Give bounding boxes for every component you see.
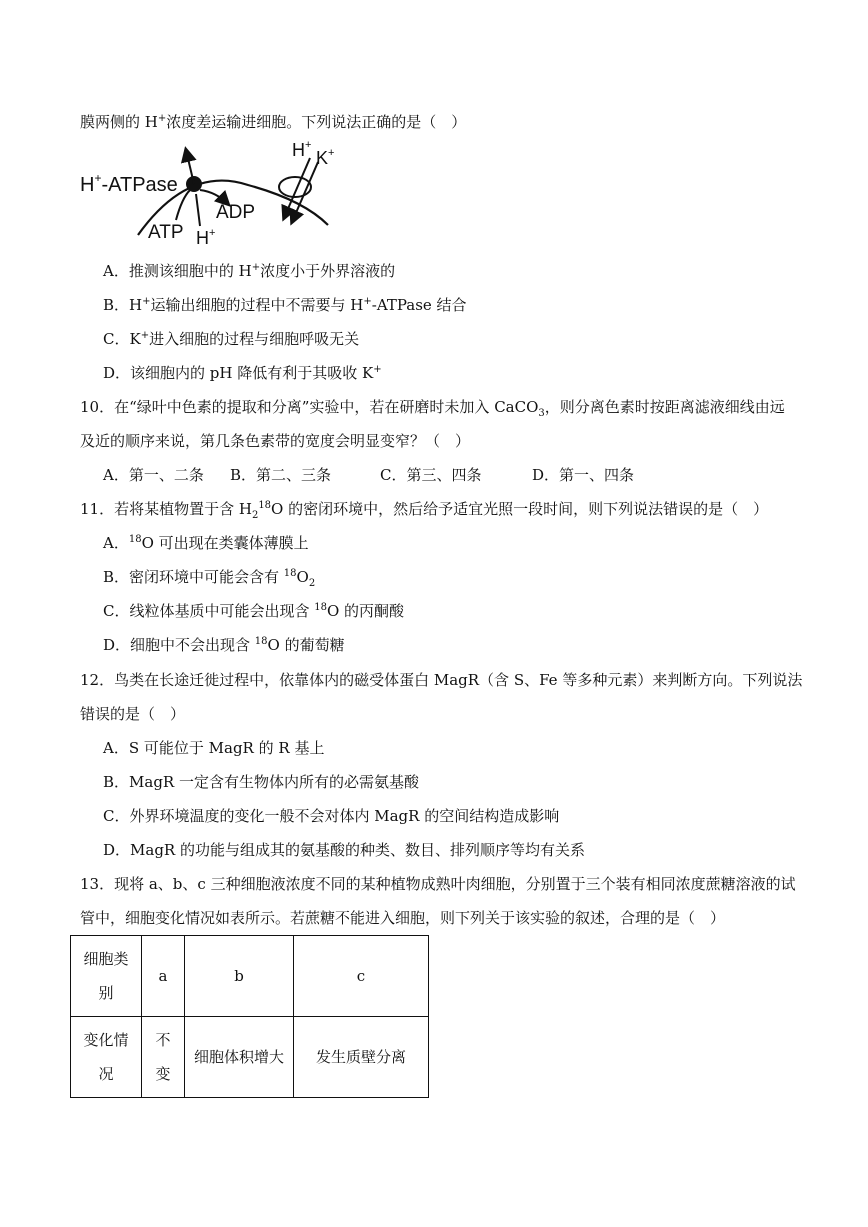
q9-option-a: A．推测该细胞中的 H+浓度小于外界溶液的 (103, 262, 396, 280)
q12-option-c: C．外界环境温度的变化一般不会对体内 MagR 的空间结构造成影响 (103, 807, 560, 825)
table-cell: 细胞类别 (71, 936, 142, 1017)
q12-option-b: B．MagR 一定含有生物体内所有的必需氨基酸 (103, 773, 419, 791)
q10-option-a: A．第一、二条 (103, 466, 204, 484)
k-top-label: K+ (316, 147, 335, 168)
q10-option-b: B．第二、三条 (230, 466, 332, 484)
q11-stem: 11．若将某植物置于含 $H_2^{18}O$ 的密闭环境中，然后给予适宜光照一段时间，则下列说法错误的是（ ） (80, 500, 769, 521)
q11-option-c: C．线粒体基质中可能会出现含 $^{18}$O 的丙酮酸 (103, 602, 405, 620)
q10-option-d: D．第一、四条 (532, 466, 635, 484)
table-cell: 细胞体积增大 (185, 1017, 294, 1098)
table-cell: b (185, 936, 294, 1017)
q12-option-d: D．MagR 的功能与组成其的氨基酸的种类、数目、排列顺序等均有关系 (103, 841, 585, 859)
q13-stem-line2: 管中，细胞变化情况如表所示。若蔗糖不能进入细胞，则下列关于该实验的叙述，合理的是（ ） (80, 909, 726, 927)
question-9-stem-end: 膜两侧的 H+浓度差运输进细胞。下列说法正确的是（ ） (80, 113, 467, 131)
atp-label: ATP (148, 222, 184, 243)
h-bottom-label: H+ (196, 227, 216, 248)
h-atpase-label: H+-ATPase (80, 171, 178, 196)
table-cell: 变化情况 (71, 1017, 142, 1098)
q13-stem-line1: 13．现将 a、b、c 三种细胞液浓度不同的某种植物成熟叶肉细胞，分别置于三个装有相同浓度蔗糖溶液的试 (80, 875, 796, 893)
q10-option-c: C．第三、四条 (380, 466, 482, 484)
q11-option-a: A．$^{18}$O 可出现在类囊体薄膜上 (103, 534, 309, 552)
q10-stem-line2: 及近的顺序来说，第几条色素带的宽度会明显变窄？（ ） (80, 432, 471, 450)
q12-stem-line2: 错误的是（ ） (80, 705, 186, 723)
q9-option-d: D．该细胞内的 pH 降低有利于其吸收 K+ (103, 364, 382, 382)
q12-option-a: A．S 可能位于 MagR 的 R 基上 (103, 739, 325, 757)
membrane-transport-diagram (78, 140, 378, 255)
adp-label: ADP (216, 202, 256, 223)
q12-stem-line1: 12．鸟类在长途迁徙过程中，依靠体内的磁受体蛋白 MagR（含 S、Fe 等多种元素）来判断方向。下列说法 (80, 671, 803, 689)
table-cell: a (142, 936, 185, 1017)
table-cell: 发生质壁分离 (294, 1017, 429, 1098)
q9-option-b: B．H+运输出细胞的过程中不需要与 H+-ATPase 结合 (103, 296, 467, 314)
q11-option-d: D．细胞中不会出现含 $^{18}$O 的葡萄糖 (103, 636, 345, 654)
table-cell: 不变 (142, 1017, 185, 1098)
q10-stem-line1: 10．在“绿叶中色素的提取和分离”实验中，若在研磨时未加入 CaCO$_3$，则分离色素时按距离滤液细线由远 (80, 398, 785, 419)
q13-table (70, 935, 429, 1098)
q9-option-c: C．K+进入细胞的过程与细胞呼吸无关 (103, 330, 360, 348)
h-top-label: H+ (292, 140, 312, 160)
table-row (71, 1017, 429, 1098)
table-row (71, 936, 429, 1017)
q11-option-b: B．密闭环境中可能会含有 $^{18}O_2$ (103, 568, 316, 589)
h-in-line (196, 194, 200, 226)
table-cell: c (294, 936, 429, 1017)
